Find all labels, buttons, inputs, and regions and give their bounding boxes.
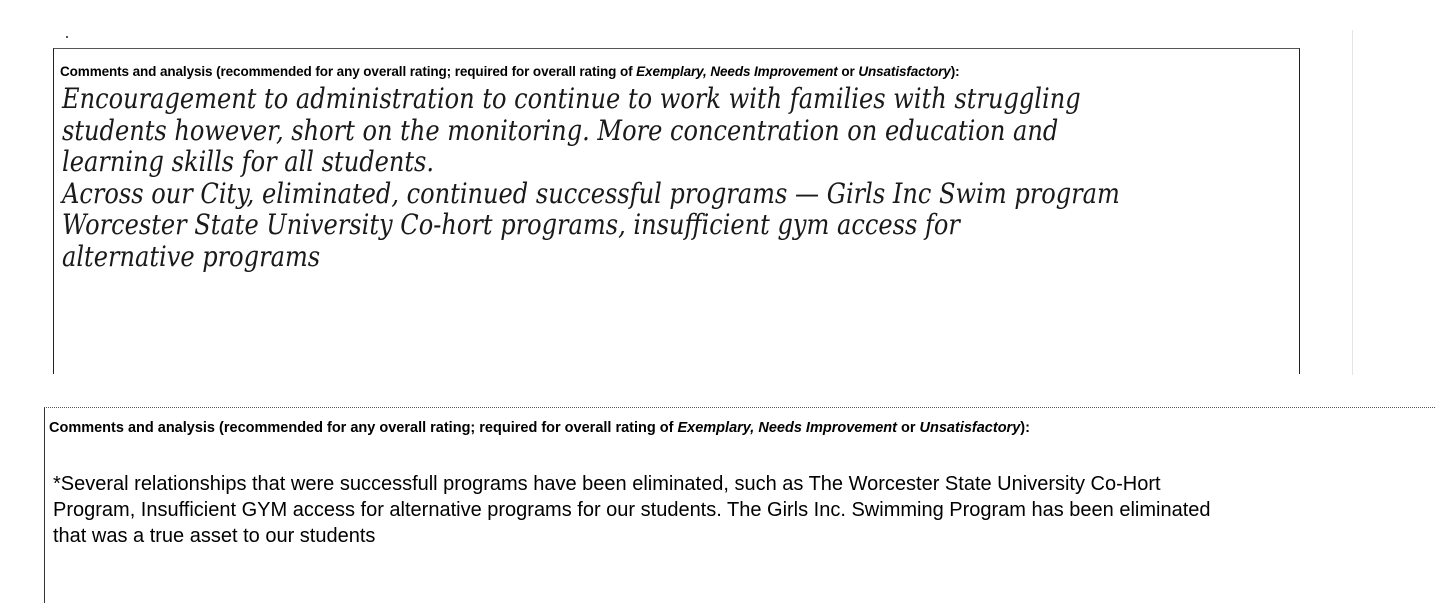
scan-artifact-dot	[66, 36, 68, 38]
label-suffix: ):	[950, 64, 960, 79]
typed-comment	[53, 471, 1433, 549]
handwritten-form-label	[60, 64, 960, 79]
rating-exemplary: Exemplary	[677, 420, 751, 436]
rating-separator: ,	[750, 420, 759, 436]
typed-comment-line: *Several relationships that were successfull programs have been eliminated, such as The Worcester State University Co-Hort	[53, 473, 1161, 495]
scan-page-edge	[1352, 30, 1353, 375]
handwritten-line: alternative programs	[62, 239, 321, 273]
handwritten-line: learning skills for all students.	[62, 145, 435, 178]
typed-comment-line: that was a true asset to our students	[53, 525, 376, 547]
rating-unsatisfactory: Unsatisfactory	[858, 64, 951, 79]
label-prefix: Comments and analysis (recommended for any overall rating; required for overall rating of	[60, 64, 637, 79]
typed-form-label	[49, 420, 1030, 436]
handwritten-line: Worcester State University Co-hort programs, insufficient gym access for	[62, 208, 960, 241]
rating-exemplary: Exemplary	[636, 64, 704, 79]
rating-separator: ,	[703, 64, 711, 79]
handwritten-line: Encouragement to administration to continue to work with families with struggling	[62, 82, 1081, 115]
handwritten-line: students however, short on the monitoring. More concentration on education and	[62, 113, 1059, 147]
label-suffix: ):	[1020, 420, 1030, 436]
rating-or: or	[837, 64, 859, 79]
handwritten-comment	[62, 83, 1163, 272]
label-prefix: Comments and analysis (recommended for any overall rating; required for overall rating of	[49, 420, 678, 436]
rating-needs-improvement: Needs Improvement	[710, 64, 838, 79]
typed-comment-line: Program, Insufficient GYM access for alternative programs for our students. The Girls Inc. Swimming Program has been eliminated	[53, 499, 1211, 521]
rating-needs-improvement: Needs Improvement	[758, 420, 897, 436]
handwritten-line: Across our City, eliminated, continued successful programs — Girls Inc Swim program	[62, 176, 1120, 210]
rating-or: or	[896, 420, 920, 436]
rating-unsatisfactory: Unsatisfactory	[919, 420, 1021, 436]
